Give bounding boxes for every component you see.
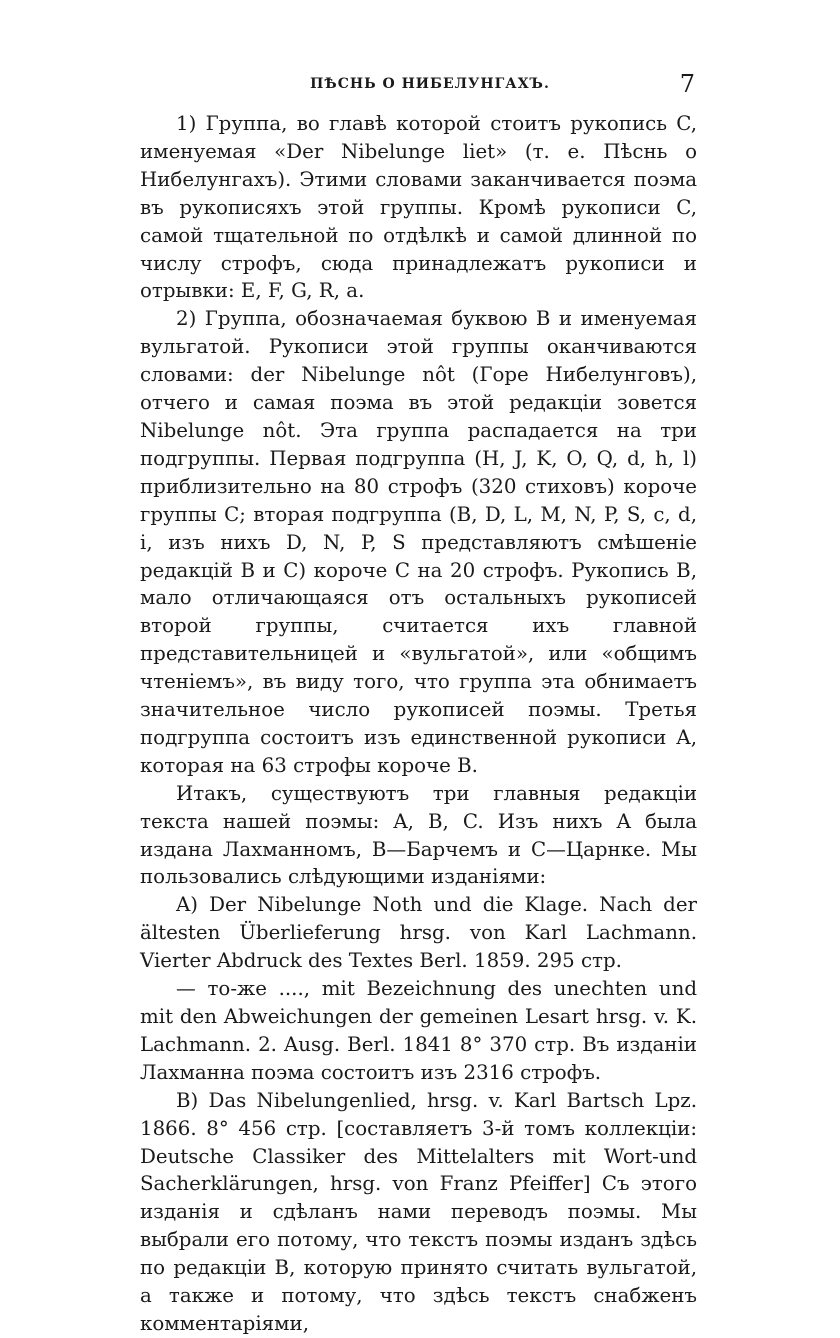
paragraph-edition-a-variant: — то-же ...., mit Bezeichnung des unechten und mit den Abweichungen der gemeinen Lesart hrsg. v. K. Lachmann. 2. Ausg. Berl. 1841 8° 370 стр. Въ изданіи Лахманна поэма состоитъ изъ 2316 строфъ. bbox=[140, 977, 697, 1084]
running-title: ПѢСНЬ О НИБЕЛУНГАХЪ. bbox=[310, 76, 550, 92]
paragraph-edition-a: A) Der Nibelunge Noth und die Klage. Nach der ältesten Überlieferung hrsg. von Karl Lachmann. Vierter Abdruck des Textes Berl. 1859. 295 стр. bbox=[140, 893, 697, 973]
paragraph-group-c: 1) Группа, во главѣ которой стоитъ рукопись C, именуемая «Der Nibelunge liet» (т. е. Пѣснь о Нибелунгахъ). Этими словами заканчивается поэма въ рукописяхъ этой группы. Кромѣ рукописи C, самой тщательной по отдѣлкѣ и самой длинной по числу строфъ, сюда принадлежатъ рукописи и отрывки: E, F, G, R, a. bbox=[140, 112, 697, 303]
page-header bbox=[165, 70, 695, 100]
paragraph-redactions-summary: Итакъ, существуютъ три главныя редакціи текста нашей поэмы: A, B, C. Изъ нихъ A была издана Лахманномъ, B—Барчемъ и C—Царнке. Мы пользовались слѣдующими изданіями: bbox=[140, 781, 697, 889]
body-text bbox=[140, 110, 697, 1338]
paragraph-group-b: 2) Группа, обозначаемая буквою B и именуемая вульгатой. Рукописи этой группы оканчиваются словами: der Nibelunge nôt (Горе Нибелунговъ), отчего и самая поэма въ этой редакціи зовется Nibelunge nôt. Эта группа распадается на три подгруппы. Первая подгруппа (H, J, K, O, Q, d, h, l) приблизительно на 80 строфъ (320 стиховъ) короче группы C; вторая подгруппа (B, D, L, M, N, P, S, c, d, i, изъ нихъ D, N, P, S представляютъ смѣшеніе редакцій B и C) короче C на 20 строфъ. Рукопись B, мало отличающаяся отъ остальныхъ рукописей второй группы, считается ихъ главной представительницей и «вульгатой», или «общимъ чтеніемъ», въ виду того, что группа эта обнимаетъ значительное число рукописей поэмы. Третья подгруппа состоитъ изъ единственной рукописи A, которая на 63 строфы короче B. bbox=[140, 307, 697, 777]
paragraph-edition-b: B) Das Nibelungenlied, hrsg. v. Karl Bartsch Lpz. 1866. 8° 456 стр. [составляетъ 3-й томъ коллекціи: Deutsche Classiker des Mittelalters mit Wort-und Sacherklärungen, hrsg. von Franz Pfeiffer] Съ этого изданія и сдѣланъ нами переводъ поэмы. Мы выбрали его потому, что текстъ поэмы изданъ здѣсь по редакціи B, которую принято считать вульгатой, а также и потому, что здѣсь текстъ снабженъ комментаріями, bbox=[140, 1088, 697, 1335]
page-number: 7 bbox=[679, 70, 695, 98]
